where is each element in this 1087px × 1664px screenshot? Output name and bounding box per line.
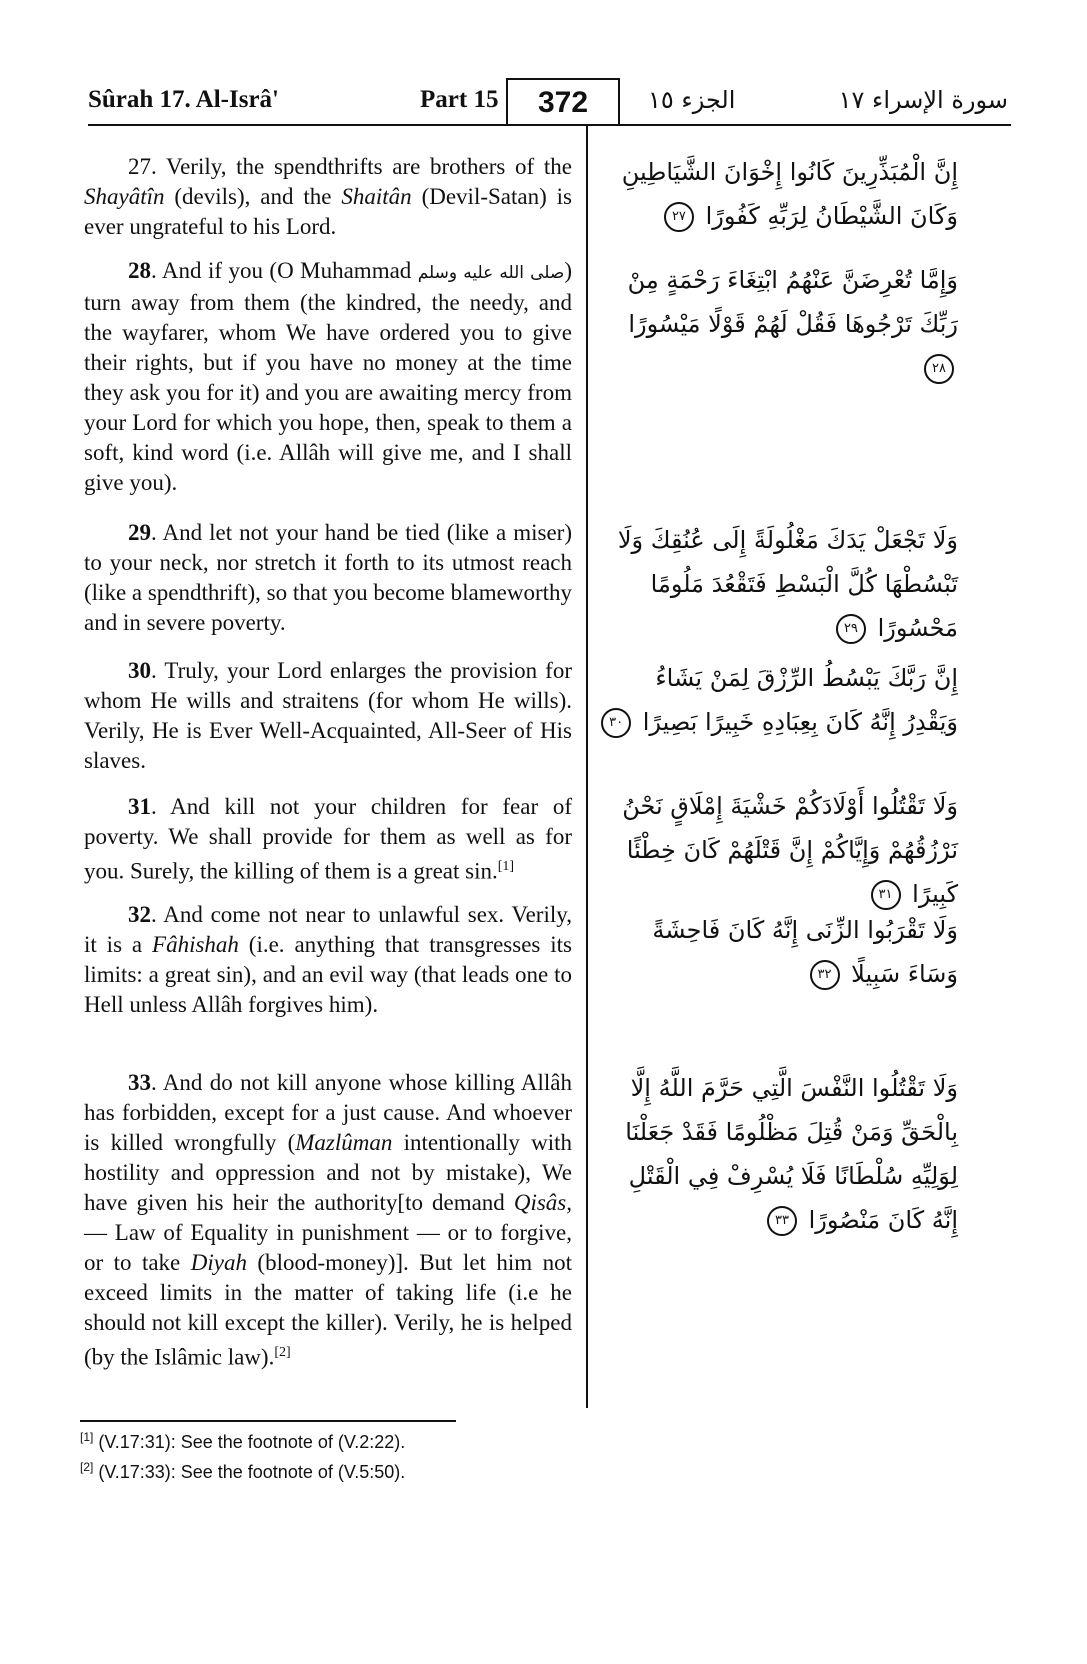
verse-31-translation: 31. And kill not your children for fear of poverty. We shall provide for them as well as for you. Surely, the killing of them is a great sin.[1] [84, 794, 572, 884]
verse-33-arabic: وَلَا تَقْتُلُوا النَّفْسَ الَّتِي حَرَّمَ اللَّهُ إِلَّا بِالْحَقِّ وَمَنْ قُتِلَ مَظْلُومًا فَقَدْ جَعَلْنَا لِوَلِيِّهِ سُلْطَانًا فَلَا يُسْرِفْ فِي الْقَتْلِ إِنَّهُ كَانَ مَنْصُورًا ٣٣ [625, 1074, 958, 1234]
header-rule [88, 124, 1011, 126]
verse-33-translation: 33. And do not kill anyone whose killing Allâh has forbidden, except for a just cause. And whoever is killed wrongfully (Mazlûman intentionally with hostility and oppression and not by mistake), We have given his heir the authority[to demand Qisâs, — Law of Equality in punishment — or to forgive, or to take Diyah (blood-money)]. But let him not exceed limits in the matter of taking life (i.e he should not kill except the killer). Verily, he is helped (by the Islâmic law).[2] [84, 1070, 573, 1370]
page-number: 372 [506, 78, 620, 124]
verse-marker: ٣٢ [810, 960, 840, 990]
verse-marker: ٣٠ [601, 708, 631, 738]
part-label-en: Part 15 [420, 86, 499, 113]
column-divider [586, 126, 588, 1408]
verse-marker: ٣٣ [767, 1206, 797, 1236]
footnote-rule [80, 1420, 456, 1422]
part-label-ar: الجزء ١٥ [648, 86, 736, 114]
verse-29-translation: 29. And let not your hand be tied (like a miser) to your neck, nor stretch it forth to its utmost reach (like a spendthrift), so that you become blameworthy and in severe poverty. [84, 520, 572, 635]
surah-title-en: Sûrah 17. Al-Isrâ' [88, 86, 280, 113]
verse-marker: ٢٩ [836, 614, 866, 644]
verse-marker: ٢٧ [664, 202, 694, 232]
verse-31-arabic: وَلَا تَقْتُلُوا أَوْلَادَكُمْ خَشْيَةَ إِمْلَاقٍ نَحْنُ نَرْزُقُهُمْ وَإِيَّاكُمْ إِنَّ قَتْلَهُمْ كَانَ خِطْئًا كَبِيرًا ٣١ [622, 792, 958, 908]
verse-27-translation: 27. Verily, the spendthrifts are brothers of the Shayâtîn (devils), and the Shaitân (Devil-Satan) is ever ungrateful to his Lord. [84, 154, 572, 239]
footnote-2: [2] (V.17:33): See the footnote of (V.5:50). [80, 1460, 406, 1482]
footnote-ref: [2] [274, 1345, 291, 1360]
verse-29-arabic: وَلَا تَجْعَلْ يَدَكَ مَغْلُولَةً إِلَى عُنُقِكَ وَلَا تَبْسُطْهَا كُلَّ الْبَسْطِ فَتَقْعُدَ مَلُومًا مَحْسُورًا ٢٩ [617, 526, 958, 642]
verse-30-arabic: إِنَّ رَبَّكَ يَبْسُطُ الرِّزْقَ لِمَنْ يَشَاءُ وَيَقْدِرُ إِنَّهُ كَانَ بِعِبَادِهِ خَبِيرًا بَصِيرًا ٣٠ [598, 656, 958, 744]
verse-marker: ٣١ [871, 880, 901, 910]
verse-marker: ٢٨ [924, 354, 954, 384]
verse-28-arabic: وَإِمَّا تُعْرِضَنَّ عَنْهُمُ ابْتِغَاءَ رَحْمَةٍ مِنْ رَبِّكَ تَرْجُوهَا فَقُلْ لَهُمْ قَوْلًا مَيْسُورًا ٢٨ [598, 258, 958, 390]
verse-32-arabic: وَلَا تَقْرَبُوا الزِّنَى إِنَّهُ كَانَ فَاحِشَةً وَسَاءَ سَبِيلًا ٣٢ [652, 916, 958, 988]
verse-27-arabic: إِنَّ الْمُبَذِّرِينَ كَانُوا إِخْوَانَ الشَّيَاطِينِ وَكَانَ الشَّيْطَانُ لِرَبِّهِ كَفُورًا ٢٧ [621, 158, 958, 230]
page-header [88, 78, 1008, 128]
footnote-ref: [1] [497, 859, 515, 874]
verse-30-translation: 30. Truly, your Lord enlarges the provision for whom He wills and straitens (for whom He wills). Verily, He is Ever Well-Acquainted, All-Seer of His slaves. [84, 658, 572, 773]
verse-32-translation: 32. And come not near to unlawful sex. Verily, it is a Fâhishah (i.e. anything that transgresses its limits: a great sin), and an evil way (that leads one to Hell unless Allâh forgives him). [84, 902, 572, 1017]
surah-title-ar: سورة الإسراء ١٧ [838, 86, 1008, 114]
verse-28-translation: 28. And if you (O Muhammad صلى الله عليه وسلم) turn away from them (the kindred, the needy, and the wayfarer, whom We have ordered you to give their rights, but if you have no money at the time they ask you for it) and you are awaiting mercy from your Lord for which you hope, then, speak to them a soft, kind word (i.e. Allâh will give me, and I shall give you). [84, 258, 572, 495]
footnote-1: [1] (V.17:31): See the footnote of (V.2:22). [80, 1430, 406, 1452]
